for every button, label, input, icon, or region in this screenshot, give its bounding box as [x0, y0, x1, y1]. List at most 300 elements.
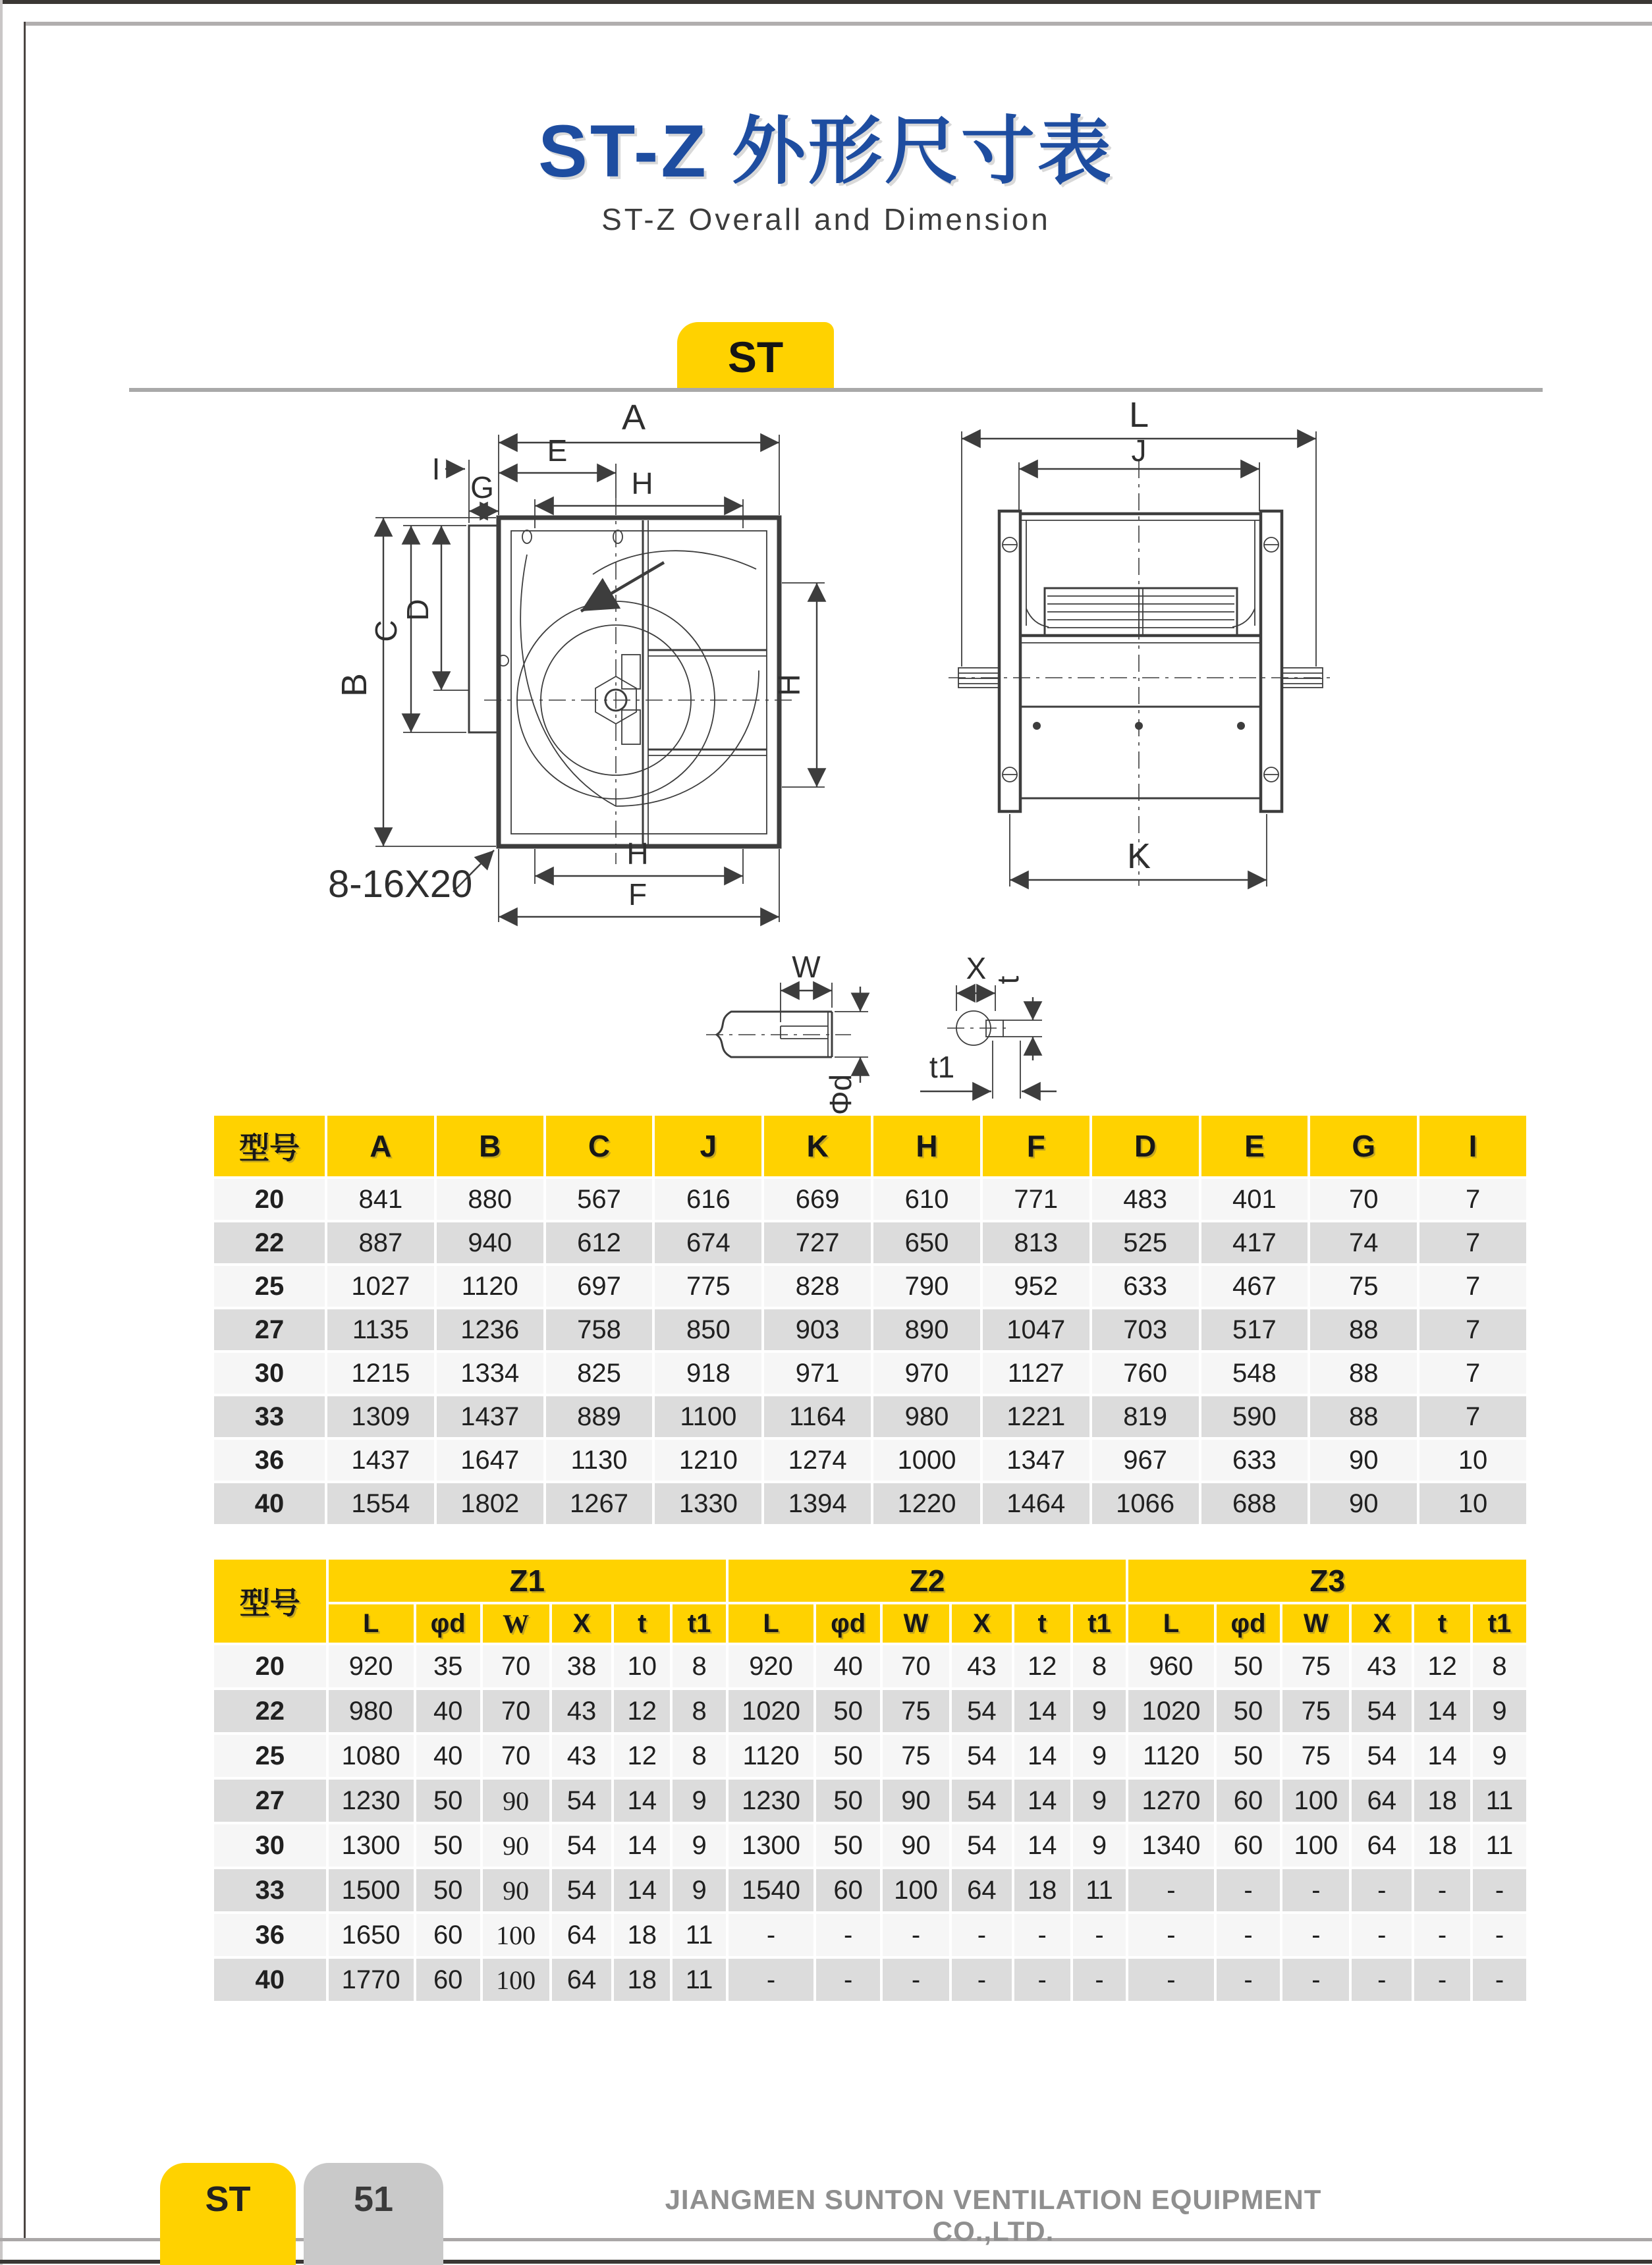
shaft-dimension-cell: 70 [883, 1645, 949, 1687]
shaft-dimension-cell: 11 [1073, 1869, 1126, 1911]
column-header: I [1419, 1116, 1526, 1176]
dimension-cell: 1135 [327, 1309, 434, 1350]
dimension-cell: 610 [873, 1179, 980, 1220]
column-header: 型号 [214, 1116, 325, 1176]
dimension-cell: 548 [1201, 1353, 1308, 1394]
shaft-dimension-cell: 1340 [1128, 1824, 1213, 1867]
dimension-cell: 70 [1310, 1179, 1417, 1220]
shaft-dimension-cell: 54 [952, 1690, 1012, 1732]
dimension-cell: 1802 [437, 1483, 543, 1524]
model-cell: 40 [214, 1959, 326, 2001]
dimension-cell: 633 [1092, 1266, 1199, 1307]
model-cell: 30 [214, 1353, 325, 1394]
dimension-cell: 517 [1201, 1309, 1308, 1350]
shaft-detail-drawing [659, 921, 1120, 1118]
dimension-cell: 90 [1310, 1483, 1417, 1524]
dimension-cell: 10 [1419, 1440, 1526, 1481]
shaft-dimension-cell: 1020 [1128, 1690, 1213, 1732]
shaft-dimension-cell: 50 [1217, 1735, 1280, 1777]
dim-label-t1: t1 [929, 1050, 955, 1084]
shaft-dimension-cell: 1300 [729, 1824, 813, 1867]
shaft-dimension-cell: - [1414, 1869, 1470, 1911]
sub-column-header: t [1014, 1604, 1070, 1643]
dimension-cell: 1236 [437, 1309, 543, 1350]
shaft-dimension-cell: - [1282, 1869, 1349, 1911]
dimension-cell: 952 [983, 1266, 1089, 1307]
dimension-cell: 980 [873, 1396, 980, 1437]
dimension-cell: 727 [764, 1222, 871, 1263]
shaft-dimension-cell: 90 [883, 1780, 949, 1822]
shaft-dimension-cell: - [883, 1914, 949, 1956]
column-header: J [655, 1116, 761, 1176]
table-row [214, 1735, 1526, 1777]
dim-label-t: t [991, 975, 1025, 985]
shaft-dimension-cell: 54 [1352, 1690, 1412, 1732]
shaft-dimension-cell: 50 [416, 1780, 480, 1822]
shaft-dimension-cell: 8 [1073, 1645, 1126, 1687]
shaft-dimension-cell: 90 [483, 1869, 549, 1911]
shaft-dimension-cell: 18 [614, 1959, 670, 2001]
shaft-dimension-cell: 75 [883, 1690, 949, 1732]
dimension-cell: 612 [546, 1222, 653, 1263]
shaft-dimension-cell: 70 [483, 1735, 549, 1777]
dim-label-c: C [369, 620, 403, 642]
shaft-dimension-cell: 40 [416, 1690, 480, 1732]
dim-label-x: X [966, 951, 987, 985]
dimension-cell: 417 [1201, 1222, 1308, 1263]
shaft-dimension-cell: 60 [1217, 1824, 1280, 1867]
shaft-dimension-cell: 18 [614, 1914, 670, 1956]
series-badge: ST [677, 322, 834, 391]
column-header: B [437, 1116, 543, 1176]
shaft-dimension-cell: 14 [614, 1780, 670, 1822]
sub-column-header: t1 [1473, 1604, 1526, 1643]
shaft-dimension-cell: 9 [1073, 1780, 1126, 1822]
shaft-dimension-cell: 1500 [329, 1869, 414, 1911]
shaft-dimension-cell: 920 [329, 1645, 414, 1687]
dimension-cell: 697 [546, 1266, 653, 1307]
dimension-cell: 1437 [437, 1396, 543, 1437]
dimension-cell: 758 [546, 1309, 653, 1350]
shaft-dimension-cell: 11 [673, 1959, 726, 2001]
shaft-side-view [706, 950, 868, 1115]
dimension-cell: 940 [437, 1222, 543, 1263]
shaft-dimension-cell: - [729, 1959, 813, 2001]
dim-label-f: F [628, 877, 647, 912]
dimension-cell: 1464 [983, 1483, 1089, 1524]
dimension-cell: 1347 [983, 1440, 1089, 1481]
bolt-note-label: 8-16X20 [328, 863, 473, 906]
table-row [214, 1353, 1526, 1394]
shaft-dimension-cell: 12 [1414, 1645, 1470, 1687]
dimension-cell: 1164 [764, 1396, 871, 1437]
dimension-cell: 971 [764, 1353, 871, 1394]
shaft-dimension-cell: 90 [883, 1824, 949, 1867]
shaft-dimension-cell: 43 [1352, 1645, 1412, 1687]
shaft-dimension-cell: 75 [1282, 1690, 1349, 1732]
model-cell: 25 [214, 1266, 325, 1307]
dimension-cell: 674 [655, 1222, 761, 1263]
shaft-dimension-cell: 1230 [329, 1780, 414, 1822]
dimension-cell: 970 [873, 1353, 980, 1394]
dim-label-l: L [1128, 395, 1149, 435]
model-cell: 22 [214, 1690, 326, 1732]
model-cell: 30 [214, 1824, 326, 1867]
shaft-dimension-cell: 8 [673, 1735, 726, 1777]
model-cell: 33 [214, 1869, 326, 1911]
shaft-dimension-cell: 50 [816, 1735, 880, 1777]
model-column-header: 型号 [214, 1560, 326, 1643]
dim-label-b: B [335, 672, 374, 697]
shaft-dimension-cell: - [1473, 1959, 1526, 2001]
table-row [214, 1869, 1526, 1911]
shaft-dimension-cell: 54 [952, 1824, 1012, 1867]
dimension-cell: 850 [655, 1309, 761, 1350]
shaft-dimension-cell: - [1073, 1914, 1126, 1956]
sub-column-header: t [1414, 1604, 1470, 1643]
dim-label-j: J [1131, 433, 1147, 468]
shaft-dimension-cell: 1020 [729, 1690, 813, 1732]
dim-label-d: D [400, 599, 435, 621]
dimension-cell: 1066 [1092, 1483, 1199, 1524]
shaft-dimension-cell: 14 [614, 1869, 670, 1911]
shaft-dimension-cell: - [1217, 1959, 1280, 2001]
inner-border-top [24, 22, 1652, 26]
shaft-dimension-cell: 64 [952, 1869, 1012, 1911]
dimension-cell: 401 [1201, 1179, 1308, 1220]
dimension-cell: 1267 [546, 1483, 653, 1524]
group-header: Z2 [729, 1560, 1126, 1602]
sub-column-header: φd [816, 1604, 880, 1643]
dimension-cell: 650 [873, 1222, 980, 1263]
table-row [214, 1914, 1526, 1956]
table-row [214, 1222, 1526, 1263]
dimension-cell: 7 [1419, 1353, 1526, 1394]
column-header: A [327, 1116, 434, 1176]
dim-label-k: K [1126, 836, 1151, 876]
dimension-cell: 890 [873, 1309, 980, 1350]
shaft-dimension-table [211, 1557, 1529, 2004]
dimension-cell: 1274 [764, 1440, 871, 1481]
shaft-dimension-cell: 14 [1414, 1690, 1470, 1732]
model-cell: 27 [214, 1309, 325, 1350]
dimension-cell: 88 [1310, 1309, 1417, 1350]
overall-dimension-table-body [214, 1179, 1526, 1524]
dimension-cell: 887 [327, 1222, 434, 1263]
shaft-dimension-cell: 43 [552, 1735, 612, 1777]
model-cell: 33 [214, 1396, 325, 1437]
shaft-dimension-cell: 8 [1473, 1645, 1526, 1687]
dimension-cell: 819 [1092, 1396, 1199, 1437]
shaft-dimension-cell: - [729, 1914, 813, 1956]
shaft-dimension-cell: 11 [1473, 1780, 1526, 1822]
dimension-cell: 567 [546, 1179, 653, 1220]
sub-column-header: X [552, 1604, 612, 1643]
sub-column-header: t1 [1073, 1604, 1126, 1643]
dimension-cell: 1120 [437, 1266, 543, 1307]
model-cell: 27 [214, 1780, 326, 1822]
dimension-cell: 1210 [655, 1440, 761, 1481]
dimension-cell: 1330 [655, 1483, 761, 1524]
shaft-dimension-cell: - [1128, 1914, 1213, 1956]
shaft-dimension-cell: - [1217, 1914, 1280, 1956]
shaft-dimension-cell: 75 [1282, 1645, 1349, 1687]
model-cell: 40 [214, 1483, 325, 1524]
shaft-dimension-cell: 14 [1014, 1690, 1070, 1732]
shaft-dimension-cell: - [952, 1959, 1012, 2001]
shaft-dimension-cell: - [1073, 1959, 1126, 2001]
page-subtitle: ST-Z Overall and Dimension [601, 202, 1051, 236]
shaft-dimension-cell: 9 [673, 1869, 726, 1911]
shaft-dimension-cell: 100 [1282, 1824, 1349, 1867]
shaft-dimension-cell: 9 [673, 1780, 726, 1822]
shaft-dimension-cell: 9 [1073, 1735, 1126, 1777]
sub-column-header: W [483, 1604, 549, 1643]
dimension-cell: 688 [1201, 1483, 1308, 1524]
shaft-dimension-cell: - [1473, 1914, 1526, 1956]
dimension-cell: 1334 [437, 1353, 543, 1394]
dimension-cell: 483 [1092, 1179, 1199, 1220]
shaft-dimension-cell: 9 [1473, 1690, 1526, 1732]
dim-label-h-top: H [631, 466, 653, 501]
shaft-dimension-cell: 1270 [1128, 1780, 1213, 1822]
dimension-cell: 1047 [983, 1309, 1089, 1350]
model-cell: 20 [214, 1179, 325, 1220]
shaft-dimension-cell: 9 [673, 1824, 726, 1867]
dimension-cell: 7 [1419, 1309, 1526, 1350]
front-view-housing [469, 498, 797, 864]
table-row [214, 1959, 1526, 2001]
model-cell: 36 [214, 1914, 326, 1956]
shaft-dimension-cell: 38 [552, 1645, 612, 1687]
shaft-dimension-cell: 14 [1014, 1735, 1070, 1777]
dimension-cell: 90 [1310, 1440, 1417, 1481]
dimension-cell: 889 [546, 1396, 653, 1437]
shaft-dimension-cell: - [1282, 1959, 1349, 2001]
front-view-dimensions [328, 398, 825, 922]
dim-label-i: I [431, 452, 441, 486]
shaft-dimension-cell: 8 [673, 1690, 726, 1732]
shaft-dimension-cell: 1120 [1128, 1735, 1213, 1777]
shaft-dimension-cell: - [1473, 1869, 1526, 1911]
shaft-dimension-cell: 8 [673, 1645, 726, 1687]
shaft-dimension-cell: 40 [416, 1735, 480, 1777]
shaft-dimension-cell: 54 [1352, 1735, 1412, 1777]
header-row [214, 1116, 1526, 1176]
shaft-dimension-cell: - [1128, 1869, 1213, 1911]
shaft-dimension-cell: 54 [552, 1869, 612, 1911]
shaft-dimension-cell: 50 [816, 1690, 880, 1732]
table-row [214, 1266, 1526, 1307]
page-border-left [0, 0, 3, 2265]
sub-column-header: t [614, 1604, 670, 1643]
dimension-cell: 1127 [983, 1353, 1089, 1394]
column-header: C [546, 1116, 653, 1176]
table-row [214, 1645, 1526, 1687]
shaft-dimension-cell: 100 [1282, 1780, 1349, 1822]
shaft-section-view [920, 951, 1057, 1099]
shaft-dimension-cell: 18 [1414, 1780, 1470, 1822]
dimension-cell: 669 [764, 1179, 871, 1220]
dim-label-h-bottom: H [626, 836, 649, 871]
shaft-dimension-cell: - [1282, 1914, 1349, 1956]
dim-label-e: E [547, 433, 568, 468]
shaft-dimension-cell: 1080 [329, 1735, 414, 1777]
shaft-dimension-cell: 11 [673, 1914, 726, 1956]
shaft-dimension-cell: 960 [1128, 1645, 1213, 1687]
shaft-dimension-cell: 70 [483, 1690, 549, 1732]
dimension-cell: 1130 [546, 1440, 653, 1481]
shaft-dimension-cell: 1770 [329, 1959, 414, 2001]
dimension-cell: 967 [1092, 1440, 1199, 1481]
shaft-dimension-cell: 60 [416, 1959, 480, 2001]
footer-page-number: 51 [304, 2163, 443, 2265]
dimension-cell: 1215 [327, 1353, 434, 1394]
model-cell: 25 [214, 1735, 326, 1777]
sub-column-header: φd [1217, 1604, 1280, 1643]
sub-column-header: X [1352, 1604, 1412, 1643]
dimension-cell: 88 [1310, 1396, 1417, 1437]
shaft-dimension-cell: 18 [1014, 1869, 1070, 1911]
shaft-dimension-cell: 50 [1217, 1645, 1280, 1687]
group-header: Z3 [1128, 1560, 1526, 1602]
shaft-dimension-cell: - [816, 1959, 880, 2001]
shaft-dimension-cell: 64 [552, 1959, 612, 2001]
footer-series-tab: ST [160, 2163, 296, 2265]
dimension-cell: 918 [655, 1353, 761, 1394]
dimension-cell: 760 [1092, 1353, 1199, 1394]
shaft-dimension-cell: 10 [614, 1645, 670, 1687]
model-cell: 20 [214, 1645, 326, 1687]
shaft-dimension-cell: - [1352, 1869, 1412, 1911]
shaft-dimension-table-header [214, 1560, 1526, 1643]
shaft-dimension-cell: 12 [614, 1735, 670, 1777]
shaft-dimension-cell: 1300 [329, 1824, 414, 1867]
shaft-dimension-cell: 100 [483, 1914, 549, 1956]
inner-border-left [24, 22, 26, 2238]
shaft-dimension-cell: 920 [729, 1645, 813, 1687]
shaft-dimension-cell: 70 [483, 1645, 549, 1687]
dimension-cell: 1394 [764, 1483, 871, 1524]
shaft-dimension-cell: 64 [1352, 1780, 1412, 1822]
sub-column-header: W [1282, 1604, 1349, 1643]
shaft-dimension-cell: 1650 [329, 1914, 414, 1956]
sub-column-header: φd [416, 1604, 480, 1643]
dim-label-phi-d: Φd [823, 1074, 858, 1116]
shaft-dimension-cell: - [952, 1914, 1012, 1956]
shaft-dimension-cell: - [883, 1959, 949, 2001]
dimension-cell: 828 [764, 1266, 871, 1307]
column-header: K [764, 1116, 871, 1176]
shaft-dimension-cell: 14 [1014, 1824, 1070, 1867]
table-row [214, 1440, 1526, 1481]
model-cell: 36 [214, 1440, 325, 1481]
dimension-cell: 467 [1201, 1266, 1308, 1307]
sub-column-header: L [329, 1604, 414, 1643]
dimension-cell: 841 [327, 1179, 434, 1220]
dim-label-h-right: H [772, 674, 806, 696]
shaft-dimension-cell: - [1414, 1914, 1470, 1956]
table-row [214, 1396, 1526, 1437]
dimension-cell: 1000 [873, 1440, 980, 1481]
dimension-cell: 1221 [983, 1396, 1089, 1437]
shaft-dimension-cell: 980 [329, 1690, 414, 1732]
shaft-dimension-cell: 100 [883, 1869, 949, 1911]
shaft-dimension-cell: 50 [416, 1824, 480, 1867]
group-header: Z1 [329, 1560, 726, 1602]
overall-dimension-table-header [214, 1116, 1526, 1176]
page-border-top [0, 0, 1652, 4]
table-row [214, 1483, 1526, 1524]
dimension-cell: 10 [1419, 1483, 1526, 1524]
shaft-dimension-cell: 14 [614, 1824, 670, 1867]
shaft-dimension-cell: - [1014, 1914, 1070, 1956]
shaft-dimension-cell: 43 [552, 1690, 612, 1732]
shaft-dimension-cell: 12 [614, 1690, 670, 1732]
shaft-dimension-cell: 54 [552, 1824, 612, 1867]
dimension-cell: 525 [1092, 1222, 1199, 1263]
side-view-drawing [916, 395, 1396, 934]
dimension-cell: 1027 [327, 1266, 434, 1307]
shaft-dimension-cell: 1120 [729, 1735, 813, 1777]
shaft-dimension-cell: 64 [552, 1914, 612, 1956]
dimension-cell: 1100 [655, 1396, 761, 1437]
sub-column-header: W [883, 1604, 949, 1643]
bolt-marks [1003, 537, 1279, 782]
dim-label-a: A [621, 398, 646, 437]
dimension-cell: 771 [983, 1179, 1089, 1220]
dimension-cell: 903 [764, 1309, 871, 1350]
shaft-dimension-cell: 35 [416, 1645, 480, 1687]
shaft-dimension-cell: - [1128, 1959, 1213, 2001]
shaft-dimension-cell: 75 [883, 1735, 949, 1777]
shaft-dimension-cell: 18 [1414, 1824, 1470, 1867]
shaft-dimension-cell: 50 [416, 1869, 480, 1911]
dim-label-w: W [792, 950, 821, 984]
shaft-dimension-cell: 64 [1352, 1824, 1412, 1867]
dimension-cell: 1309 [327, 1396, 434, 1437]
shaft-dimension-cell: - [1014, 1959, 1070, 2001]
dimension-cell: 703 [1092, 1309, 1199, 1350]
dim-label-g: G [470, 470, 494, 505]
shaft-dimension-cell: - [1414, 1959, 1470, 2001]
shaft-dimension-cell: 1540 [729, 1869, 813, 1911]
shaft-dimension-cell: 14 [1414, 1735, 1470, 1777]
company-name: JIANGMEN SUNTON VENTILATION EQUIPMENT CO.,LTD. [665, 2184, 1322, 2247]
dimension-cell: 590 [1201, 1396, 1308, 1437]
shaft-dimension-cell: 54 [552, 1780, 612, 1822]
subheader-row [214, 1604, 1526, 1643]
shaft-dimension-table-body [214, 1645, 1526, 2001]
dimension-cell: 7 [1419, 1179, 1526, 1220]
shaft-dimension-cell: 43 [952, 1645, 1012, 1687]
dimension-cell: 7 [1419, 1222, 1526, 1263]
column-header: F [983, 1116, 1089, 1176]
sub-column-header: t1 [673, 1604, 726, 1643]
column-header: D [1092, 1116, 1199, 1176]
dimension-cell: 633 [1201, 1440, 1308, 1481]
dimension-cell: 1220 [873, 1483, 980, 1524]
shaft-dimension-cell: 12 [1014, 1645, 1070, 1687]
sub-column-header: L [1128, 1604, 1213, 1643]
column-header: H [873, 1116, 980, 1176]
sub-column-header: L [729, 1604, 813, 1643]
model-cell: 22 [214, 1222, 325, 1263]
dimension-cell: 7 [1419, 1396, 1526, 1437]
dimension-cell: 813 [983, 1222, 1089, 1263]
table-row [214, 1309, 1526, 1350]
shaft-dimension-cell: 54 [952, 1780, 1012, 1822]
